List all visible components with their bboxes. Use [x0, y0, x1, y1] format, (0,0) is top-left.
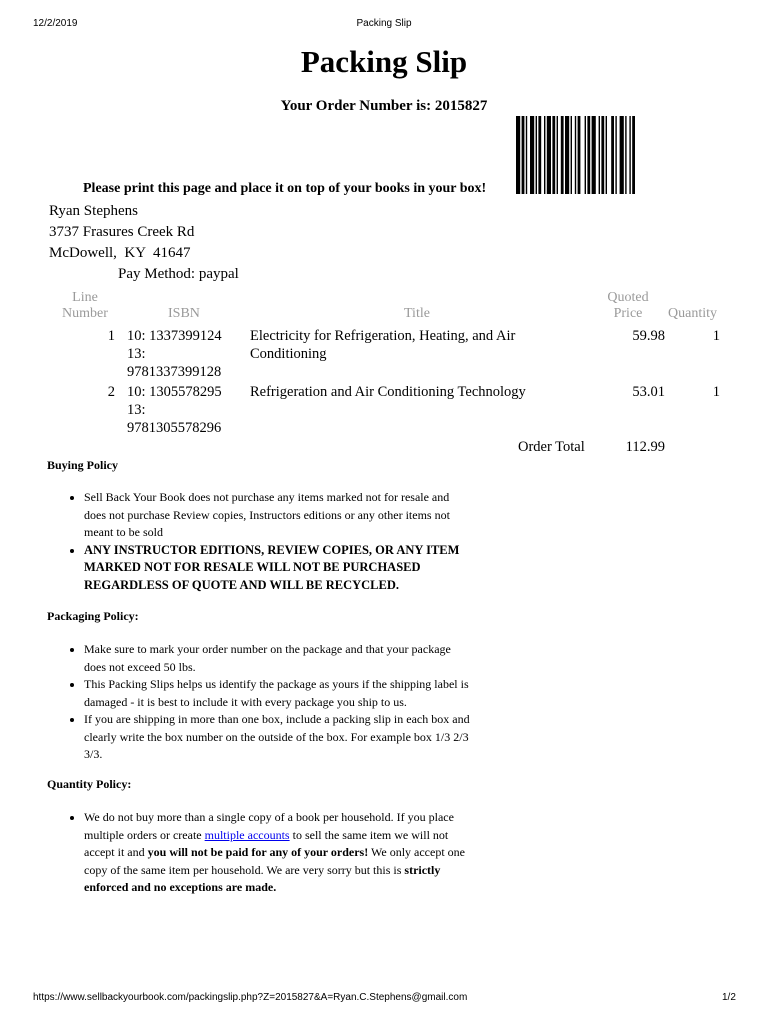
- packaging-policy-list: [47, 641, 474, 764]
- customer-street: 3737 Frasures Creek Rd: [49, 224, 195, 240]
- barcode-bar: [552, 116, 555, 194]
- barcode-bar: [625, 116, 626, 194]
- barcode-bar: [585, 116, 586, 194]
- row-price: 53.01: [632, 384, 665, 400]
- barcode-bar: [530, 116, 534, 194]
- row-price: 59.98: [632, 328, 665, 344]
- barcode-bar: [536, 116, 537, 194]
- buying-policy-list: [47, 489, 474, 594]
- page-title: Packing Slip: [300, 44, 468, 79]
- barcode-bar: [522, 116, 525, 194]
- col-header-quantity: Quantity: [668, 306, 717, 321]
- barcode-bar: [592, 116, 596, 194]
- barcode-bar: [565, 116, 569, 194]
- barcode-bar: [544, 116, 545, 194]
- row-isbn: 10: 1337399124 13: 9781337399128: [127, 328, 222, 380]
- print-instruction: Please print this page and place it on top of your books in your box!: [83, 181, 487, 196]
- list-item: • We do not buy more than a single copy of a book per household. If you place multiple orders or create multiple accounts to sell the same item we will not accept it and you will not be paid for any of your orders! We only accept one copy of the same item per household. We are very sorry but this is strictly enforced and no exceptions are made.: [84, 809, 474, 897]
- barcode-bar: [587, 116, 590, 194]
- barcode-bar: [578, 116, 581, 194]
- barcode-bar: [615, 116, 616, 194]
- order-total-value: 112.99: [625, 439, 665, 455]
- list-item: • This Packing Slips helps us identify the package as yours if the shipping label is damaged - it is best to include it with every package you ship to us.: [84, 676, 474, 711]
- row-title: Electricity for Refrigeration, Heating, and Air Conditioning: [250, 328, 516, 362]
- barcode-bar: [538, 116, 541, 194]
- order-total-label: Order Total: [518, 439, 585, 455]
- barcode-bar: [632, 116, 635, 194]
- row-quantity: 1: [712, 328, 720, 344]
- list-item: • If you are shipping in more than one box, include a packing slip in each box and clearly write the box number on the outside of the box. For example box 1/3 2/3 3/3.: [84, 711, 474, 764]
- col-header-isbn: ISBN: [168, 306, 200, 321]
- barcode-bar: [526, 116, 527, 194]
- row-title: Refrigeration and Air Conditioning Technology: [250, 384, 526, 400]
- quantity-policy-list: [47, 809, 474, 897]
- barcode-bar: [611, 116, 614, 194]
- row-isbn: 10: 1305578295 13: 9781305578296: [127, 384, 222, 436]
- order-number-line: Your Order Number is: 2015827: [280, 98, 488, 114]
- barcode-bar: [575, 116, 576, 194]
- buying-policy-heading: Buying Policy: [47, 458, 119, 472]
- multiple-accounts-link[interactable]: multiple accounts: [204, 827, 290, 842]
- list-item: • ANY INSTRUCTOR EDITIONS, REVIEW COPIES, OR ANY ITEM MARKED NOT FOR RESALE WILL NOT BE PURCHASED REGARDLESS OF QUOTE AND WILL BE RECYCLED.: [84, 542, 474, 595]
- col-header-line-number: Line Number: [62, 290, 108, 321]
- pay-method: Pay Method: paypal: [118, 266, 239, 282]
- barcode-bar: [571, 116, 572, 194]
- customer-city-line: McDowell, KY 41647: [49, 245, 191, 261]
- packaging-policy-heading: Packaging Policy:: [47, 609, 139, 623]
- barcode-bar: [606, 116, 607, 194]
- barcode-bar: [516, 116, 520, 194]
- col-header-quoted-price: Quoted Price: [607, 290, 649, 321]
- customer-name: Ryan Stephens: [49, 203, 138, 219]
- print-page-number: 1/2: [722, 992, 736, 1003]
- print-url: https://www.sellbackyourbook.com/packingslip.php?Z=2015827&A=Ryan.C.Stephens@gmail.com: [33, 992, 468, 1003]
- barcode-bar: [620, 116, 624, 194]
- row-line-number: 1: [107, 328, 115, 344]
- barcode-bar: [601, 116, 604, 194]
- barcode-bar: [561, 116, 564, 194]
- col-header-title: Title: [404, 306, 430, 321]
- barcode-image: [516, 116, 688, 194]
- barcode-bar: [629, 116, 630, 194]
- list-item: • Make sure to mark your order number on the package and that your package does not exceed 50 lbs.: [84, 641, 474, 676]
- print-tab-title: Packing Slip: [356, 18, 412, 29]
- row-quantity: 1: [712, 384, 720, 400]
- barcode-bar: [547, 116, 551, 194]
- barcode-bar: [557, 116, 558, 194]
- quantity-policy-heading: Quantity Policy:: [47, 777, 132, 791]
- row-line-number: 2: [107, 384, 115, 400]
- barcode-bar: [599, 116, 600, 194]
- print-date: 12/2/2019: [33, 18, 78, 29]
- list-item: • Sell Back Your Book does not purchase any items marked not for resale and does not purchase Review copies, Instructors editions or any other items not meant to be sold: [84, 489, 474, 542]
